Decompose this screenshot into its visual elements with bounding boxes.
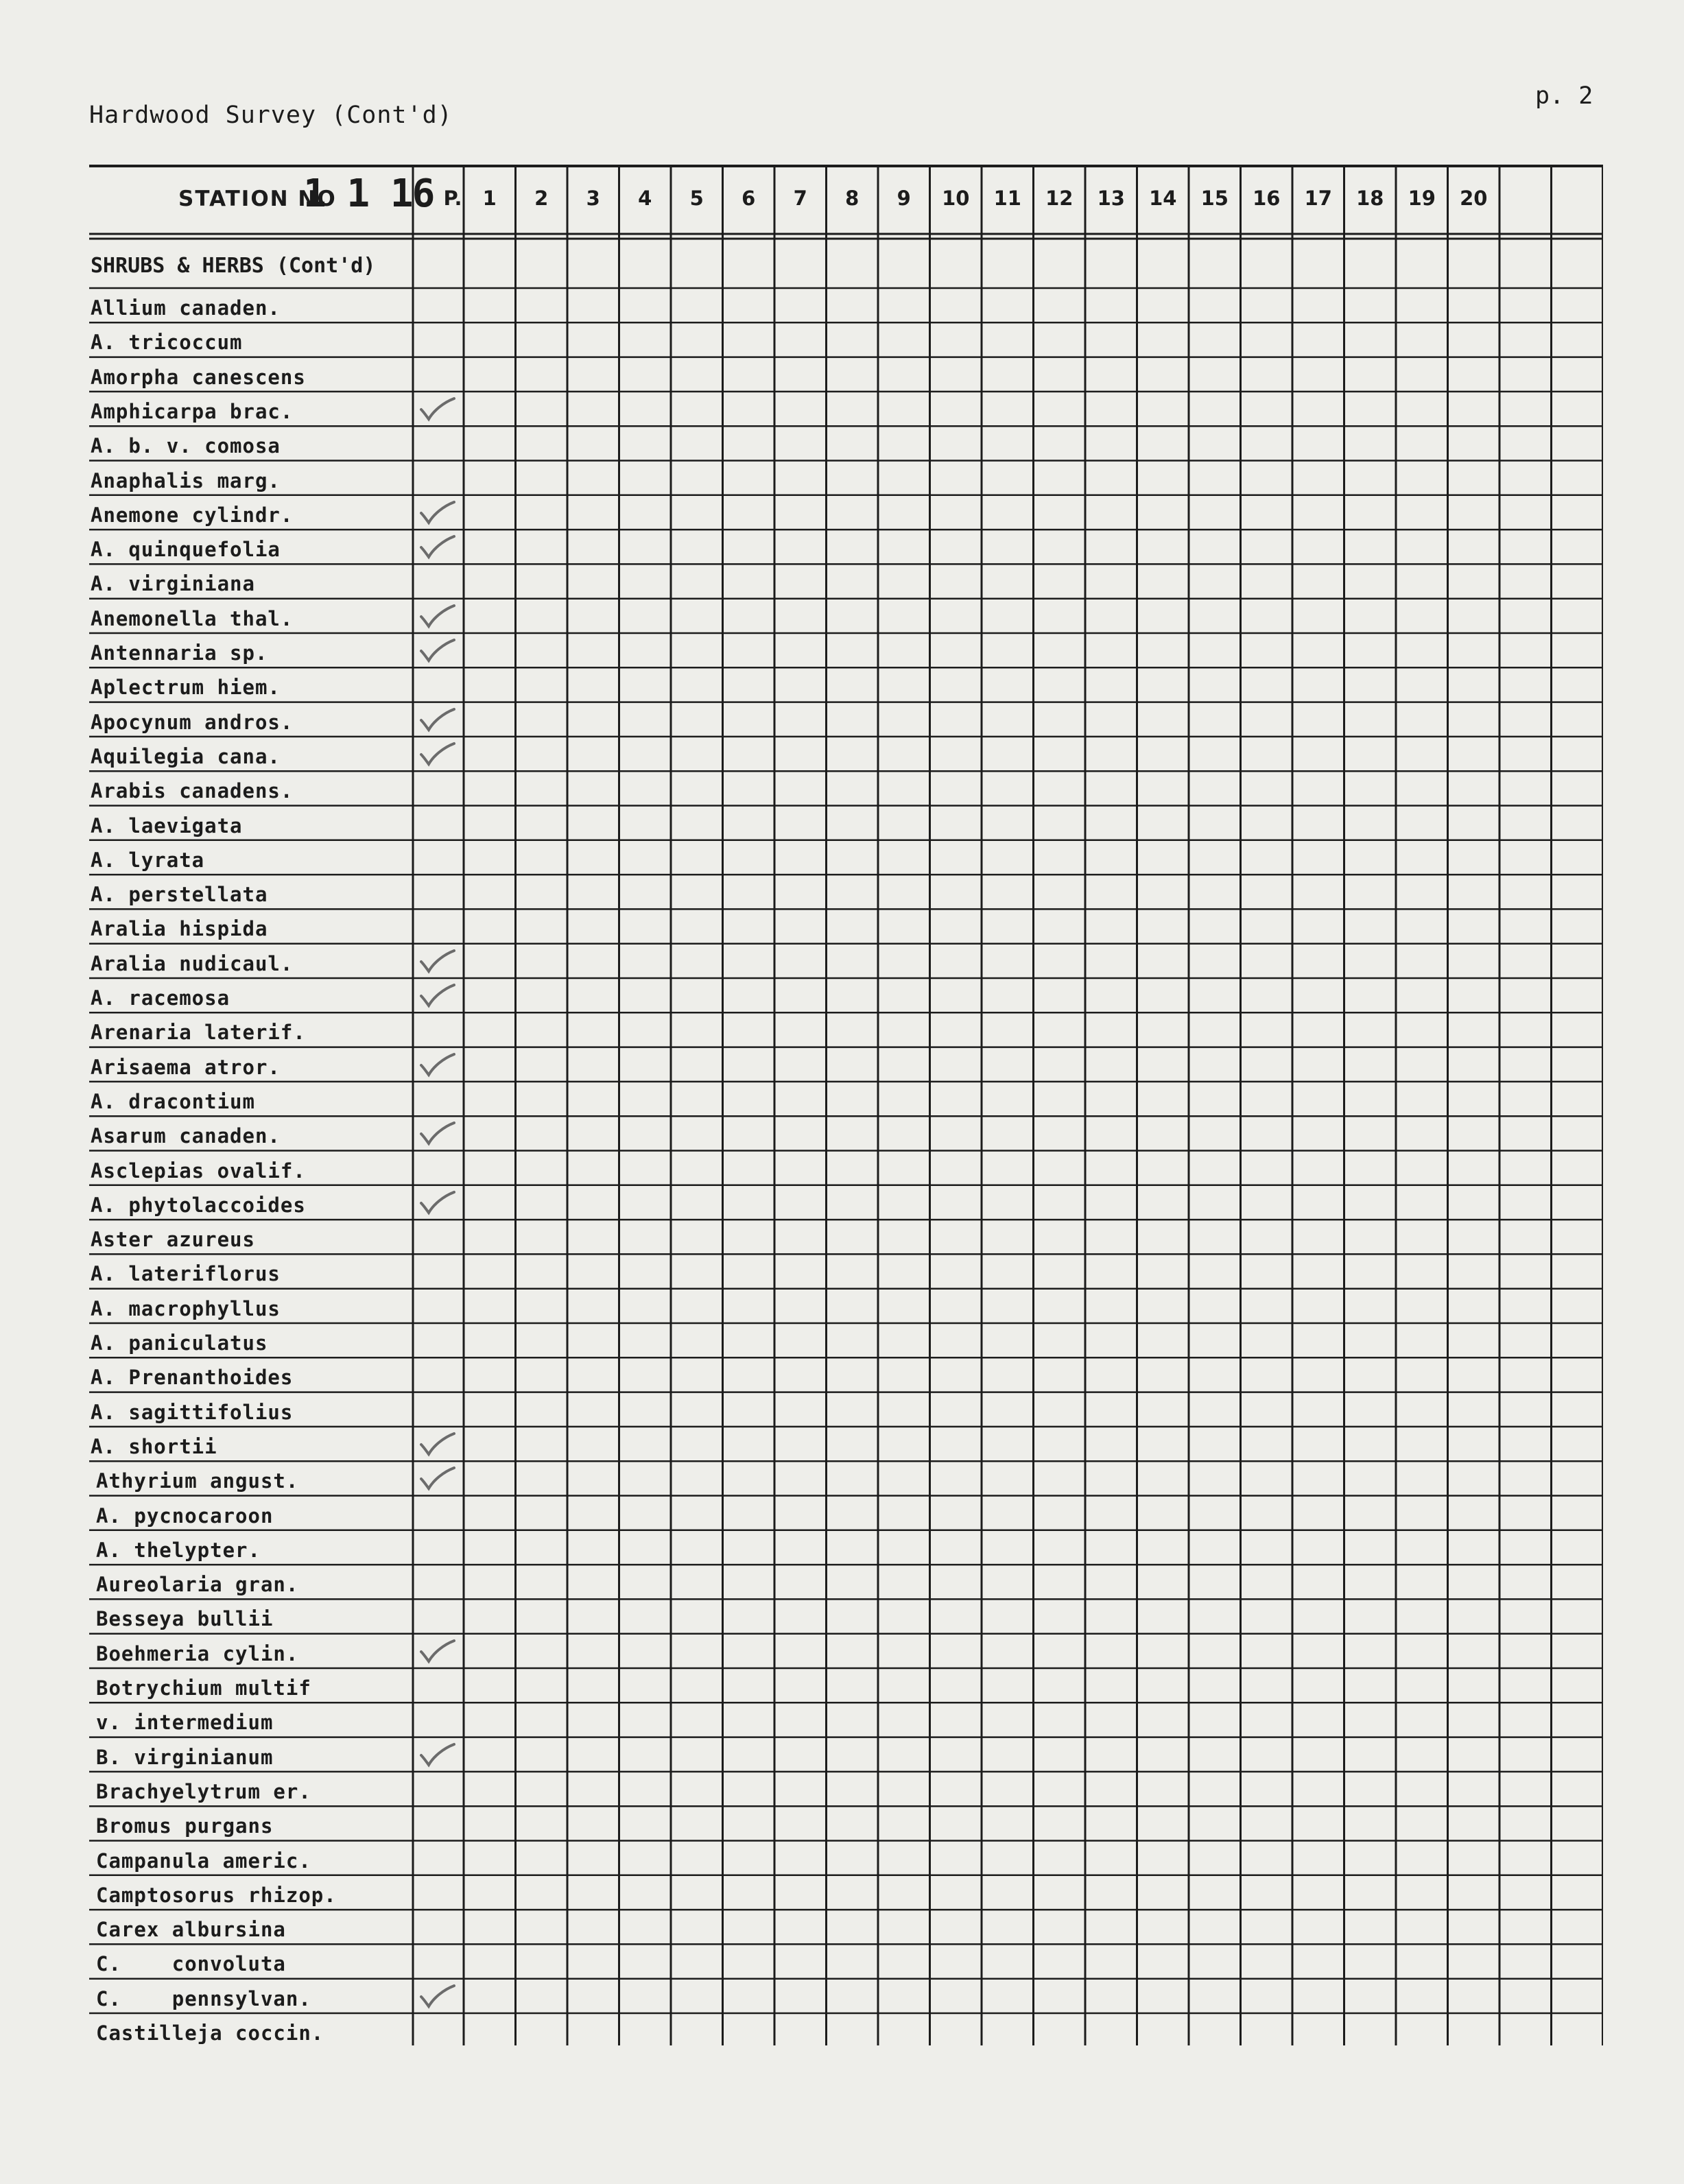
species-row-label: A. phytolaccoides (91, 1193, 306, 1217)
species-row-label: Arabis canadens. (91, 779, 294, 803)
species-row-label: A. racemosa (91, 986, 230, 1010)
checkmark-icon (417, 1464, 458, 1494)
species-row-label: Camptosorus rhizop. (96, 1883, 337, 1907)
species-row-label: Arenaria laterif. (91, 1021, 306, 1045)
checkmark-icon (417, 498, 458, 528)
species-row-label: Allium canaden. (91, 296, 281, 320)
species-row-label: Bromus purgans (96, 1814, 274, 1838)
species-row-label: A. pycnocaroon (96, 1504, 274, 1528)
survey-table (89, 165, 1603, 2045)
species-row-label: Boehmeria cylin. (96, 1641, 299, 1665)
p-column-header: P. (443, 187, 462, 210)
checkmark-icon (417, 602, 458, 632)
station-column-header: 9 (897, 187, 911, 210)
page-header-title: Hardwood Survey (Cont'd) (89, 102, 453, 129)
species-row-label: A. tricoccum (91, 331, 243, 355)
checkmark-icon (417, 1982, 458, 2012)
station-column-header: 3 (586, 187, 600, 210)
species-row-label: A. virginiana (91, 572, 255, 596)
species-row-label: Asarum canaden. (91, 1124, 281, 1148)
table-grid (89, 165, 1603, 2045)
species-row-label: A. thelypter. (96, 1538, 261, 1562)
species-row-label: Anemone cylindr. (91, 503, 294, 527)
species-row-label: Athyrium angust. (96, 1469, 299, 1493)
station-column-header: 6 (742, 187, 756, 210)
species-row-label: A. quinquefolia (91, 538, 281, 562)
station-column-header: 11 (993, 187, 1021, 210)
station-column-header: 16 (1253, 187, 1281, 210)
station-column-header: 7 (793, 187, 807, 210)
station-column-header: 2 (534, 187, 549, 210)
species-row-label: Aquilegia cana. (91, 744, 281, 768)
checkmark-icon (417, 739, 458, 770)
checkmark-icon (417, 947, 458, 977)
species-row-label: A. dracontium (91, 1089, 255, 1113)
station-column-header: 13 (1097, 187, 1125, 210)
checkmark-icon (417, 1637, 458, 1667)
species-row-label: A. shortii (91, 1434, 217, 1458)
species-row-label: Aralia hispida (91, 917, 268, 941)
checkmark-icon (417, 636, 458, 666)
checkmark-icon (417, 1188, 458, 1218)
species-row-label: Asclepias ovalif. (91, 1159, 306, 1183)
species-row-label: Amphicarpa brac. (91, 399, 294, 423)
station-column-header: 18 (1356, 187, 1384, 210)
species-row-label: Castilleja coccin. (96, 2021, 324, 2045)
species-row-label: A. lateriflorus (91, 1262, 281, 1286)
species-row-label: A. laevigata (91, 814, 243, 838)
station-column-header: 14 (1149, 187, 1177, 210)
station-column-header: 8 (845, 187, 859, 210)
species-row-label: A. Prenanthoides (91, 1366, 294, 1390)
checkmark-icon (417, 1050, 458, 1080)
checkmark-icon (417, 1429, 458, 1460)
station-column-header: 1 (482, 187, 497, 210)
station-column-header: 12 (1045, 187, 1074, 210)
station-column-header: 5 (689, 187, 704, 210)
species-row-label: Carex albursina (96, 1918, 286, 1942)
species-row-label: Anaphalis marg. (91, 468, 281, 492)
station-column-header: 4 (638, 187, 652, 210)
station-column-header: 10 (942, 187, 970, 210)
species-row-label: A. paniculatus (91, 1331, 268, 1355)
species-row-label: Apocynum andros. (91, 710, 294, 734)
checkmark-icon (417, 394, 458, 425)
species-row-label: Anemonella thal. (91, 606, 294, 630)
species-row-label: C. convoluta (96, 1952, 286, 1976)
species-row-label: Campanula americ. (96, 1849, 311, 1873)
page-number: p. 2 (1535, 82, 1593, 110)
species-row-label: A. macrophyllus (91, 1296, 281, 1320)
species-row-label: A. sagittifolius (91, 1400, 294, 1424)
checkmark-icon (417, 705, 458, 735)
station-column-header: 19 (1408, 187, 1436, 210)
species-row-label: B. virginianum (96, 1745, 274, 1769)
station-column-header: 17 (1304, 187, 1332, 210)
species-row-label: Brachyelytrum er. (96, 1779, 311, 1803)
species-row-label: Antennaria sp. (91, 641, 268, 665)
species-row-label: v. intermedium (96, 1711, 274, 1735)
species-row-label: C. pennsylvan. (96, 1986, 311, 2010)
checkmark-icon (417, 981, 458, 1011)
station-no-label: STATION NO (178, 187, 337, 211)
species-row-label: A. b. v. comosa (91, 434, 281, 458)
species-row-label: Amorpha canescens (91, 365, 306, 389)
species-row-label: Aralia nudicaul. (91, 951, 294, 975)
checkmark-icon (417, 532, 458, 562)
species-row-label: Botrychium multif (96, 1676, 311, 1700)
section-label: SHRUBS & HERBS (Cont'd) (91, 254, 376, 278)
station-column-header: 20 (1460, 187, 1488, 210)
species-row-label: A. lyrata (91, 848, 205, 872)
station-number: 1 1 16 (303, 171, 434, 216)
species-row-label: A. perstellata (91, 883, 268, 907)
species-row-label: Aureolaria gran. (96, 1573, 299, 1597)
species-row-label: Besseya bullii (96, 1607, 274, 1631)
species-row-label: Aster azureus (91, 1228, 255, 1252)
species-row-label: Aplectrum hiem. (91, 676, 281, 700)
species-row-label: Arisaema atror. (91, 1055, 281, 1079)
station-column-header: 15 (1200, 187, 1229, 210)
checkmark-icon (417, 1119, 458, 1149)
checkmark-icon (417, 1740, 458, 1770)
